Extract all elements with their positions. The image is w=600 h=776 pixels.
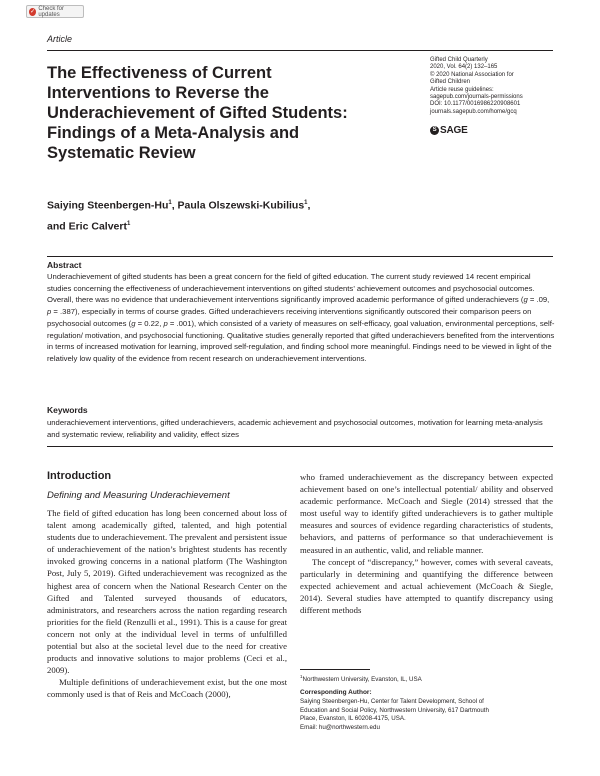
footnote-divider — [300, 669, 370, 670]
subsection-heading: Defining and Measuring Underachievement — [47, 490, 230, 501]
author-affiliation-mark: 1 — [168, 200, 172, 206]
corresponding-author-line: Place, Evanston, IL 60208-4175, USA. — [300, 715, 406, 723]
reuse-guidelines-label: Article reuse guidelines: — [430, 86, 494, 93]
journal-info — [430, 57, 555, 116]
article-type-label: Article — [47, 34, 73, 44]
check-for-updates-label: Check for updates — [38, 5, 65, 18]
body-paragraph: who framed underachievement as the discrepancy between expected achievement based on one’s intellectual potential/ ability and observed academic performance. McCoach and Siegle (2014) stressed that the most useful way to identify gifted underachievers is to gather multiple measures and sources of evidence regarding characteristics of students, behaviors, and patterns of performance so that underachievement is measured in an authentic, valid, and reliable manner. — [300, 472, 553, 555]
check-updates-icon: ✓ — [30, 8, 36, 15]
abstract-heading: Abstract — [47, 260, 82, 270]
body-column-left — [47, 507, 287, 701]
corresponding-author-line: Education and Social Policy, Northwestern University, 617 Dartmouth — [300, 706, 489, 714]
corresponding-author-heading: Corresponding Author: — [300, 689, 372, 696]
author-affiliation-mark: 1 — [304, 200, 308, 206]
sage-logo — [430, 125, 468, 136]
corresponding-author-email[interactable]: Email: hu@northwestern.edu — [300, 723, 380, 731]
sage-logo-icon: S — [430, 126, 439, 135]
author-name: Saiying Steenbergen-Hu — [47, 199, 169, 212]
header-divider — [47, 50, 553, 51]
keywords-heading: Keywords — [47, 405, 88, 415]
copyright-line-2: Gifted Children — [430, 79, 471, 86]
journal-name: Gifted Child Quarterly — [430, 57, 488, 63]
author-list: Saiying Steenbergen-Hu$^1$, Paula Olszewski-Kubilius$^1$, and Eric Calvert$^1$ — [47, 199, 311, 232]
body-column-right — [300, 471, 553, 616]
body-paragraph: Multiple definitions of underachievement exist, but the one most commonly used is that of Reis and McCoach (2000), — [47, 677, 287, 700]
article-title: The Effectiveness of Current Interventions to Reverse the Underachievement of Gifted Students: Findings of a Meta-Analysis and Systematic Review — [47, 64, 348, 162]
sage-logo-text: SAGE — [440, 125, 468, 136]
affiliation-footnote: $^1$Northwestern University, Evanston, IL, USA — [300, 674, 422, 684]
abstract-bottom-divider — [47, 446, 553, 447]
author-affiliation-mark: 1 — [126, 220, 131, 227]
abstract-top-divider — [47, 256, 553, 257]
abstract-body: Underachievement of gifted students has been a great concern for the field of gifted education. The current study reviewed 14 recent empirical studies concerning the effectiveness of underachievement interventions on gifted students’ achievement outcomes and psychosocial outcomes. Overall, there was no evidence that underachievement interventions significantly improved academic performance of gifted underachievers (g = .09, p = .387), especially in terms of course grades. Gifted underachievers receiving interventions significantly outscored their comparison peers on psychosocial outcomes (g = 0.22, p = .001), which consisted of a variety of measures on self-efficacy, goal valuation, environmental perceptions, self-regulation/ motivation, and psychosocial functioning. Qualitative studies generally reported that gifted underachievers benefited from the interventions in terms of increased motivation for learning, improved self-regulation, and finding school more meaningful. Findings need to be viewed in light of the relatively low quality of the evidence from recent research on underachievement interventions. — [47, 272, 555, 363]
journal-volume: 2020, Vol. 64(2) 132–165 — [430, 64, 498, 71]
introduction-heading: Introduction — [47, 470, 112, 482]
body-paragraph: The field of gifted education has long been concerned about loss of talent among academically gifted, talented, and high potential students due to underachievement. The prevalent and persistent issue of underachievement of the nation’s brightest students has recently invoked growing concerns in a national platform (The Washington Post, July 5, 2019). Gifted underachievement was recognized as the highest area of concern when the National Research Center on the Gifted and Talented surveyed thousands of educators, administrators, and researchers across the nation regarding research priorities for the field (Renzulli et al., 1991). This is a cause for great concern not only at the individual level in terms of unfulfilled potential but also at the societal level due to the need for creative products and innovative solutions to major problems (Ceci et al., 2009). — [47, 508, 287, 676]
corresponding-author-details — [300, 698, 553, 732]
author-name: Paula Olszewski-Kubilius — [177, 199, 305, 212]
corresponding-author-line: Saiying Steenbergen-Hu, Center for Talent Development, School of — [300, 698, 484, 705]
body-paragraph: The concept of “discrepancy,” however, comes with several caveats, particularly in determining and quantifying the difference between expected achievement and actual achievement (McCoach & Siegle, 2014). Several studies have attempted to quantify discrepancy using different methods — [300, 556, 553, 616]
copyright-line: © 2020 National Association for — [430, 71, 514, 78]
check-for-updates-badge[interactable] — [26, 5, 84, 18]
journal-homepage-link[interactable]: journals.sagepub.com/home/gcq — [430, 108, 517, 115]
keywords-list: underachievement interventions, gifted underachievers, academic achievement and psychosocial outcomes, motivation for learning meta-analysis and systematic review, reliability and validity, effect sizes — [47, 418, 543, 439]
doi-link[interactable]: DOI: 10.1177/0016986220908601 — [430, 101, 521, 108]
permissions-link[interactable]: sagepub.com/journals-permissions — [430, 94, 523, 101]
author-name: Eric Calvert — [68, 220, 127, 232]
